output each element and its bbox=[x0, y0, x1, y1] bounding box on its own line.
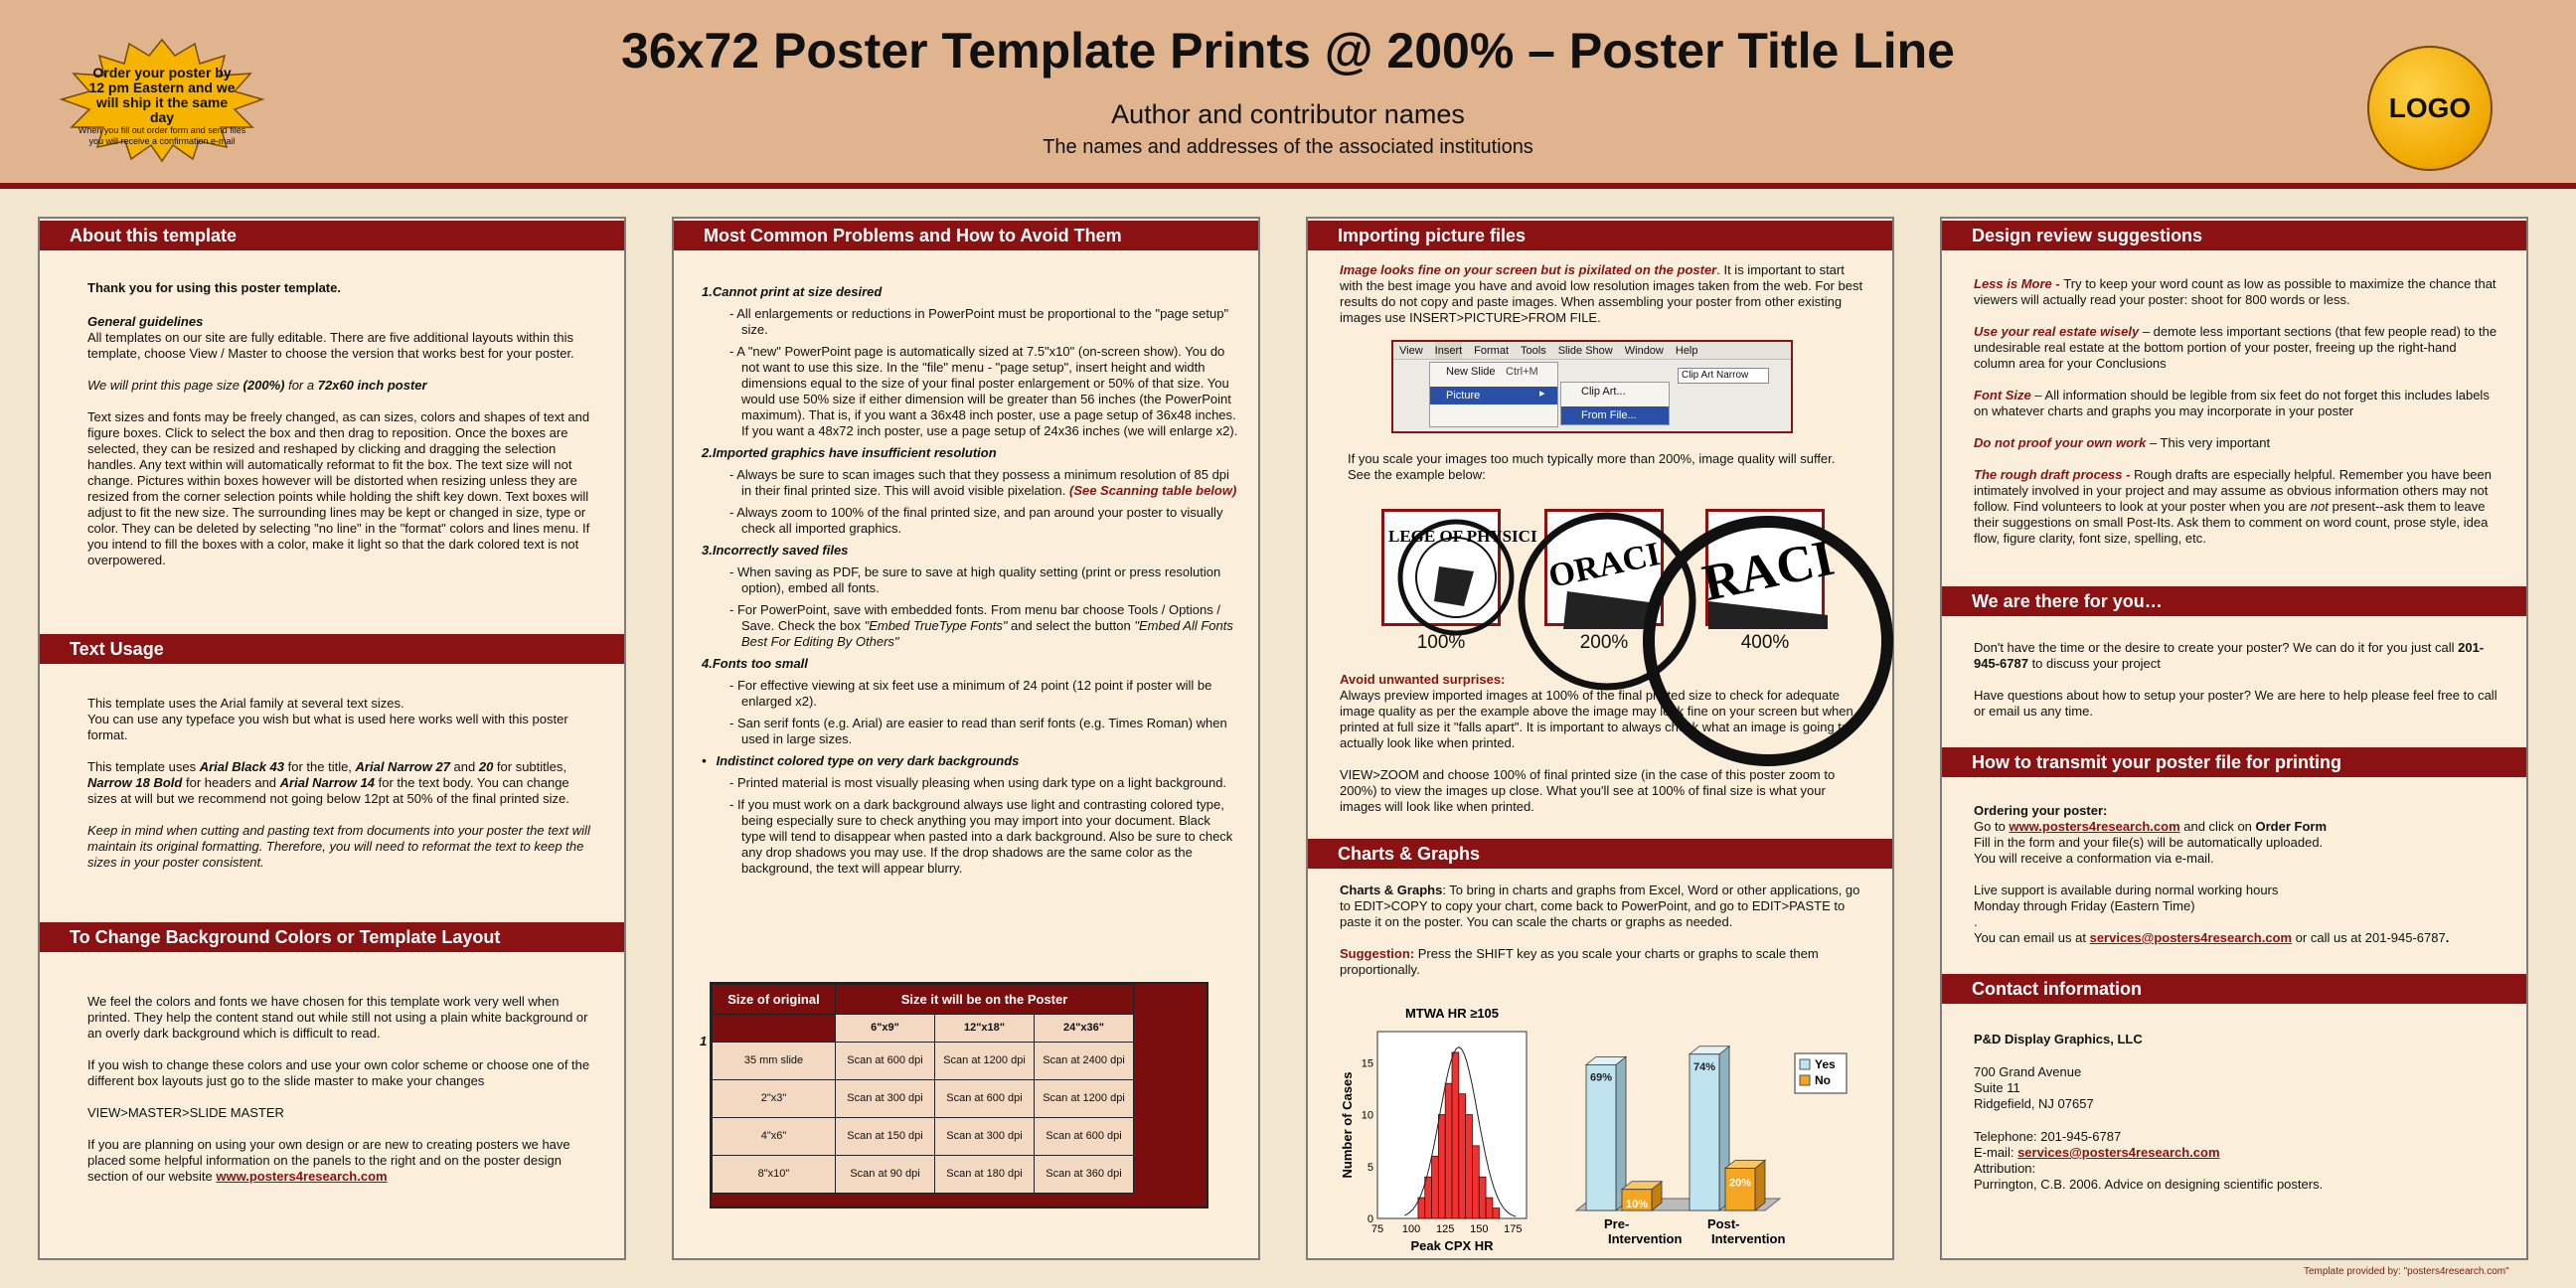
bar bbox=[1725, 1169, 1755, 1211]
problem-5-heading: • Indistinct colored type on very dark backgrounds bbox=[702, 753, 1020, 768]
histogram-bar bbox=[1445, 1083, 1452, 1218]
table-corner bbox=[713, 1015, 836, 1043]
problem-2-heading: 2.Imported graphics have insufficient resolution bbox=[702, 445, 997, 460]
text-usage-p1: This template uses the Arial family at several text sizes. You can use any typeface you wish but what is used here works well with this poster format. bbox=[87, 696, 568, 742]
table-col-header: 12"x18" bbox=[935, 1015, 1035, 1043]
y-tick-label: 0 bbox=[1367, 1213, 1373, 1225]
table-row: 8"x10" Scan at 90 dpi Scan at 180 dpi Scan at 360 dpi bbox=[713, 1156, 1134, 1194]
footer-credit: Template provided by: "posters4research.com" bbox=[2304, 1266, 2509, 1277]
section-header-background[interactable]: To Change Background Colors or Template Layout bbox=[40, 922, 624, 952]
section-header-design-review[interactable]: Design review suggestions bbox=[1942, 221, 2526, 250]
problem-4-item: - For effective viewing at six feet use a minimum of 24 point (12 point if poster will be enlarged x2). bbox=[729, 678, 1212, 709]
histogram-bar bbox=[1452, 1052, 1459, 1218]
x-tick-label: 150 bbox=[1470, 1223, 1489, 1235]
section-body-contact[interactable]: P&D Display Graphics, LLC 700 Grand Avenue Suite 11 Ridgefield, NJ 07657 Telephone: 201-945-6787 E-mail: services@posters4research.com Attribution: Purrington, C.B. 2006. Advice on designing scientific posters. bbox=[1974, 1032, 2324, 1192]
text-usage-p2: This template uses Arial Black 43 for the title, Arial Narrow 27 and 20 for subtitles, Narrow 18 Bold for headers and Arial Narrow 14 for the text body. You can change sizes at will but we recommend not going below 12pt at 50% of the final printed size. bbox=[87, 759, 569, 806]
histogram-bar bbox=[1479, 1177, 1486, 1218]
section-body-background[interactable] bbox=[87, 994, 594, 1201]
logo-placeholder[interactable]: LOGO bbox=[2367, 46, 2493, 171]
thumbnail-200 bbox=[1544, 509, 1664, 626]
thumbnail-label: 100% bbox=[1416, 632, 1466, 653]
problem-3-heading: 3.Incorrectly saved files bbox=[702, 543, 849, 558]
y-axis-label: Number of Cases bbox=[1340, 1071, 1355, 1179]
svg-text:LEGE OF PHYSICI: LEGE OF PHYSICI bbox=[1388, 527, 1537, 546]
picture-submenu: Clip Art... From File... bbox=[1560, 382, 1670, 425]
bar-data-label: 10% bbox=[1625, 1198, 1649, 1210]
section-header-importing[interactable]: Importing picture files bbox=[1308, 221, 1892, 250]
histogram-bar bbox=[1472, 1146, 1479, 1218]
x-tick-label: 175 bbox=[1504, 1223, 1523, 1235]
general-guidelines-heading: General guidelines bbox=[87, 314, 204, 329]
surprises-section[interactable] bbox=[1340, 672, 1864, 831]
table-row: 4"x6" Scan at 150 dpi Scan at 300 dpi Scan at 600 dpi bbox=[713, 1118, 1134, 1156]
problem-6-number: 1 bbox=[700, 1034, 708, 1048]
problem-5-item: - Printed material is most visually pleasing when using dark type on a light background. bbox=[729, 775, 1227, 790]
y-tick-label: 15 bbox=[1361, 1057, 1373, 1070]
table-header-original: Size of original bbox=[713, 985, 836, 1015]
histogram-bar bbox=[1438, 1115, 1445, 1218]
seal-image-icon bbox=[1384, 512, 1537, 629]
general-guidelines-text: All templates on our site are fully editable. There are five additional layouts within this template, choose View / Master to choose the version that works best for your poster. bbox=[87, 330, 574, 361]
poster-title[interactable]: 36x72 Poster Template Prints @ 200% – Poster Title Line bbox=[621, 23, 1955, 79]
bar-data-label: 74% bbox=[1692, 1060, 1716, 1073]
section-body-problems[interactable] bbox=[702, 278, 1238, 883]
x-axis-label: Peak CPX HR bbox=[1410, 1238, 1494, 1253]
menu-bar: View Insert Format Tools Slide Show Window Help bbox=[1393, 342, 1791, 360]
starburst-sub-text: When you fill out order form and send files you will receive a confirmation e-mail bbox=[78, 125, 246, 146]
bar bbox=[1690, 1054, 1719, 1210]
order-website-link[interactable]: www.posters4research.com bbox=[2009, 819, 2180, 834]
legend-label: No bbox=[1815, 1073, 1831, 1087]
intervention-bar-chart[interactable] bbox=[1566, 1032, 1864, 1260]
background-p1: We feel the colors and fonts we have chosen for this template work very well when printed. They help the content stand out while still not using a plain white background or an overly dark background which is difficult to read. bbox=[87, 994, 588, 1041]
histogram-bar bbox=[1459, 1094, 1466, 1218]
problem-1-item: - A "new" PowerPoint page is automatically sized at 7.5"x10" (on-screen show). You do not want to use this size. In the "file" menu - "page setup", insert height and width dimensions equal to the size of your final poster enlargement or 50% of that size. You would use 50% size if either dimension will be greater than 56 inches (the PowerPoint maximum). That is, if you want a 36x48 inch poster, use a page setup of 36x48 inches. If you want a 48x72 inch poster, use a page setup of 24x36 inches (we will enlarge x2). bbox=[729, 344, 1238, 438]
problem-3-item: - When saving as PDF, be sure to save at high quality setting (print or press resolution option), embed all fonts. bbox=[729, 564, 1221, 595]
category-label: Post- bbox=[1707, 1216, 1740, 1231]
contact-email-link[interactable]: services@posters4research.com bbox=[2017, 1145, 2220, 1160]
x-tick-label: 125 bbox=[1436, 1223, 1455, 1235]
problem-2-item: - Always be sure to scan images such that they possess a minimum resolution of 85 dpi in their final printed size. This will avoid visible pixelation. (See Scanning table below) bbox=[729, 467, 1237, 498]
insert-menu-screenshot bbox=[1391, 340, 1793, 433]
thumbnail-label: 200% bbox=[1579, 632, 1629, 653]
section-body-there-for-you[interactable]: Don't have the time or the desire to create your poster? We can do it for you just call 201-945-6787 to discuss your project Have questions about how to setup your poster? We are here to help please feel free to call or email us any time. bbox=[1974, 640, 2497, 719]
thumbnail-100 bbox=[1381, 509, 1537, 626]
category-label: Intervention bbox=[1608, 1231, 1683, 1246]
bar-data-label: 69% bbox=[1589, 1071, 1613, 1084]
problem-2-item: - Always zoom to 100% of the final printed size, and pan around your poster to visually check all imported graphics. bbox=[729, 505, 1223, 536]
thumbnail-400 bbox=[1697, 509, 1840, 626]
histogram-bar bbox=[1425, 1177, 1432, 1218]
category-label: Pre- bbox=[1604, 1216, 1630, 1231]
svg-text:ORACI: ORACI bbox=[1545, 536, 1664, 595]
histogram-bar bbox=[1466, 1115, 1473, 1218]
importing-intro[interactable]: Image looks fine on your screen but is pixilated on the poster. It is important to start with the best image you have and avoid low resolution images taken from the web. For best results do not copy and paste images. When assembling your poster from other existing images use INSERT>PICTURE>FROM FILE. bbox=[1340, 262, 1863, 325]
histogram-bar bbox=[1486, 1198, 1493, 1218]
starburst-main-text: Order your poster by 12 pm Eastern and we will ship it the same day bbox=[88, 65, 236, 125]
thanks-text: Thank you for using this poster template. bbox=[87, 280, 341, 295]
x-tick-label: 75 bbox=[1370, 1223, 1384, 1235]
table-header-print-size: Size it will be on the Poster bbox=[836, 985, 1134, 1015]
section-header-problems[interactable]: Most Common Problems and How to Avoid Them bbox=[674, 221, 1258, 250]
column-4 bbox=[1940, 217, 2528, 1260]
table-col-header: 24"x36" bbox=[1035, 1015, 1134, 1043]
histogram-bar bbox=[1432, 1156, 1439, 1218]
bar-data-label: 20% bbox=[1728, 1177, 1752, 1190]
thumbnail-label: 400% bbox=[1740, 632, 1790, 653]
histogram-bar bbox=[1418, 1198, 1425, 1218]
y-tick-label: 10 bbox=[1361, 1109, 1373, 1122]
section-body-about[interactable] bbox=[87, 280, 594, 584]
table-row: 35 mm slide Scan at 600 dpi Scan at 1200 dpi Scan at 2400 dpi bbox=[713, 1043, 1134, 1080]
svg-text:RACI: RACI bbox=[1697, 529, 1840, 613]
y-tick-label: 5 bbox=[1367, 1161, 1373, 1174]
section-body-text-usage[interactable] bbox=[87, 696, 594, 886]
surprises-heading: Avoid unwanted surprises: bbox=[1340, 672, 1506, 687]
problem-4-heading: 4.Fonts too small bbox=[702, 656, 808, 671]
section-body-transmit[interactable]: Ordering your poster: Go to www.posters4research.com and click on Order Form Fill in the form and your file(s) will be automatically uploaded. You will receive a conformation via e-mail. Live support is available during normal working hours Monday through Friday (Eastern Time) . You can email us at services@posters4research.com or call us at 201-945-6787. bbox=[1974, 803, 2450, 945]
histogram-bar bbox=[1493, 1208, 1500, 1218]
table-col-header: 6"x9" bbox=[836, 1015, 935, 1043]
background-p3: VIEW>MASTER>SLIDE MASTER bbox=[87, 1105, 284, 1120]
problem-4-item: - San serif fonts (e.g. Arial) are easier to read than serif fonts (e.g. Times Roman) when used in large sizes. bbox=[729, 716, 1227, 746]
section-header-transmit[interactable]: How to transmit your poster file for printing bbox=[1942, 747, 2526, 777]
section-header-text-usage[interactable]: Text Usage bbox=[40, 634, 624, 664]
section-header-about[interactable]: About this template bbox=[40, 221, 624, 250]
column-3 bbox=[1306, 217, 1894, 1260]
legend-swatch bbox=[1800, 1059, 1810, 1069]
legend-label: Yes bbox=[1815, 1057, 1836, 1071]
print-size-note: We will print this page size (200%) for a 72x60 inch poster bbox=[87, 378, 427, 393]
scaling-note[interactable]: If you scale your images too much typically more than 200%, image quality will suffer. See the example below: bbox=[1348, 451, 1836, 482]
insert-dropdown: New Slide Ctrl+M Picture ▸ bbox=[1429, 362, 1558, 427]
chart-title: MTWA HR ≥105 bbox=[1404, 1006, 1500, 1021]
background-p4: If you are planning on using your own design or are new to creating posters we have placed some helpful information on the panels to the right and on the poster design section of our website www.posters4research.com bbox=[87, 1137, 570, 1184]
background-p2: If you wish to change these colors and use your own color scheme or choose one of the different box layouts just go to the slide master to make your changes bbox=[87, 1057, 590, 1088]
charts-text: Charts & Graphs: To bring in charts and graphs from Excel, Word or other applications, go to EDIT>COPY to copy your chart, come back to PowerPoint, and go to EDIT>PASTE to paste it on the poster. You can scale the charts or graphs as needed. bbox=[1340, 883, 1860, 929]
category-label: Intervention bbox=[1711, 1231, 1786, 1246]
table-row: 2"x3" Scan at 300 dpi Scan at 600 dpi Scan at 1200 dpi bbox=[713, 1080, 1134, 1118]
scanning-table[interactable] bbox=[710, 982, 1208, 1208]
institution-names[interactable]: The names and addresses of the associated institutions bbox=[1043, 136, 1533, 158]
email-link[interactable]: services@posters4research.com bbox=[2089, 930, 2293, 945]
section-body-design-review[interactable]: Less is More - Try to keep your word count as low as possible to maximize the chance that viewers will actually read your poster: shoot for 800 words or less. Use your real estate wisely – demote less important sections (that few people read) to the undesirable real estate at the bottom portion of your poster, freeing up the right-hand column area for your Conclusions Font Size – All information should be legible from six feet do not forget this includes labels on whatever charts and graphs you may incorporate in your poster Do not proof your own work – This very important The rough draft process - Rough drafts are especially helpful. Remember you have been intimately involved in your project and may assume as obvious information others may not follow. Find volunteers to look at your poster when you are not present--ask them to leave their suggestions on small Post-Its. Ask them to comment on word count, prose style, idea flow, figure clarity, font size, spelling, etc. bbox=[1974, 276, 2497, 546]
problem-5-item: - If you must work on a dark background always use light and contrasting colored type, being especially sure to check anything you may import into your document. Black type will tend to disappear when pasted into a dark background. Also be sure to check any drop shadows you may use. If the drop shadows are the same color as the background, the text will appear blurry. bbox=[729, 797, 1233, 876]
seal-image-icon bbox=[1697, 512, 1840, 629]
bar-side bbox=[1755, 1161, 1765, 1211]
bar bbox=[1586, 1064, 1616, 1210]
section-header-contact[interactable]: Contact information bbox=[1942, 974, 2526, 1004]
histogram-chart[interactable] bbox=[1338, 1004, 1546, 1257]
section-header-there-for-you[interactable]: We are there for you… bbox=[1942, 586, 2526, 616]
suggestion-text: Suggestion: Press the SHIFT key as you scale your charts or graphs to scale them proportionally. bbox=[1340, 946, 1819, 977]
zoom-text: VIEW>ZOOM and choose 100% of final printed size (in the case of this poster zoom to 200%) to view the images up close. What you'll see at 100% of final size is what your images will look like when printed. bbox=[1340, 767, 1836, 814]
problem-3-item: - For PowerPoint, save with embedded fonts. From menu bar choose Tools / Options / Save. Check the box "Embed TrueType Fonts" and select the button "Embed All Fonts Best For Editing By Others" bbox=[729, 602, 1233, 649]
column-1 bbox=[38, 217, 626, 1260]
text-usage-p3: Keep in mind when cutting and pasting text from documents into your poster the text will maintain its original formatting. Therefore, you will need to reformat the text to keep the sizes in your poster consistent. bbox=[87, 823, 590, 870]
charts-section[interactable] bbox=[1340, 883, 1864, 994]
section-header-charts[interactable]: Charts & Graphs bbox=[1308, 839, 1892, 869]
x-tick-label: 100 bbox=[1401, 1223, 1421, 1235]
about-body-text: Text sizes and fonts may be freely changed, as can sizes, colors and shapes of text and figure boxes. Click to select the box and then drag to reposition. Once the boxes are selected, they can be resized and reshaped by clicking and dragging the selection handles. Any text within will automatically reformat to fit the box. The text size will not change. Pictures within boxes however will be distorted when resizing unless they are resized from the corner selection points while holding the shift key down. Text boxes will adjust to fit the new size. The surrounding lines may be kept or changed in size, type or color. They can be deleted by selecting "no line" in the "format" colors and lines menu. If you intend to fill the boxes with a color, make it light so that the dark colored text is not overpowered. bbox=[87, 409, 590, 567]
legend-swatch bbox=[1800, 1075, 1810, 1085]
author-names[interactable]: Author and contributor names bbox=[1111, 99, 1465, 129]
surprises-text: Always preview imported images at 100% of the final printed size to check for adequate image quality as per the example above the image may look fine on your screen but when printed at full size it "falls apart". It is important to always check what an image is going to actually look like when printed. bbox=[1340, 688, 1853, 750]
website-link[interactable]: www.posters4research.com bbox=[216, 1169, 388, 1184]
problem-1-heading: 1.Cannot print at size desired bbox=[702, 284, 883, 299]
problem-1-item: - All enlargements or reductions in PowerPoint must be proportional to the "page setup" size. bbox=[729, 306, 1229, 337]
font-field: Clip Art Narrow bbox=[1678, 368, 1769, 384]
poster-header bbox=[0, 0, 2576, 189]
